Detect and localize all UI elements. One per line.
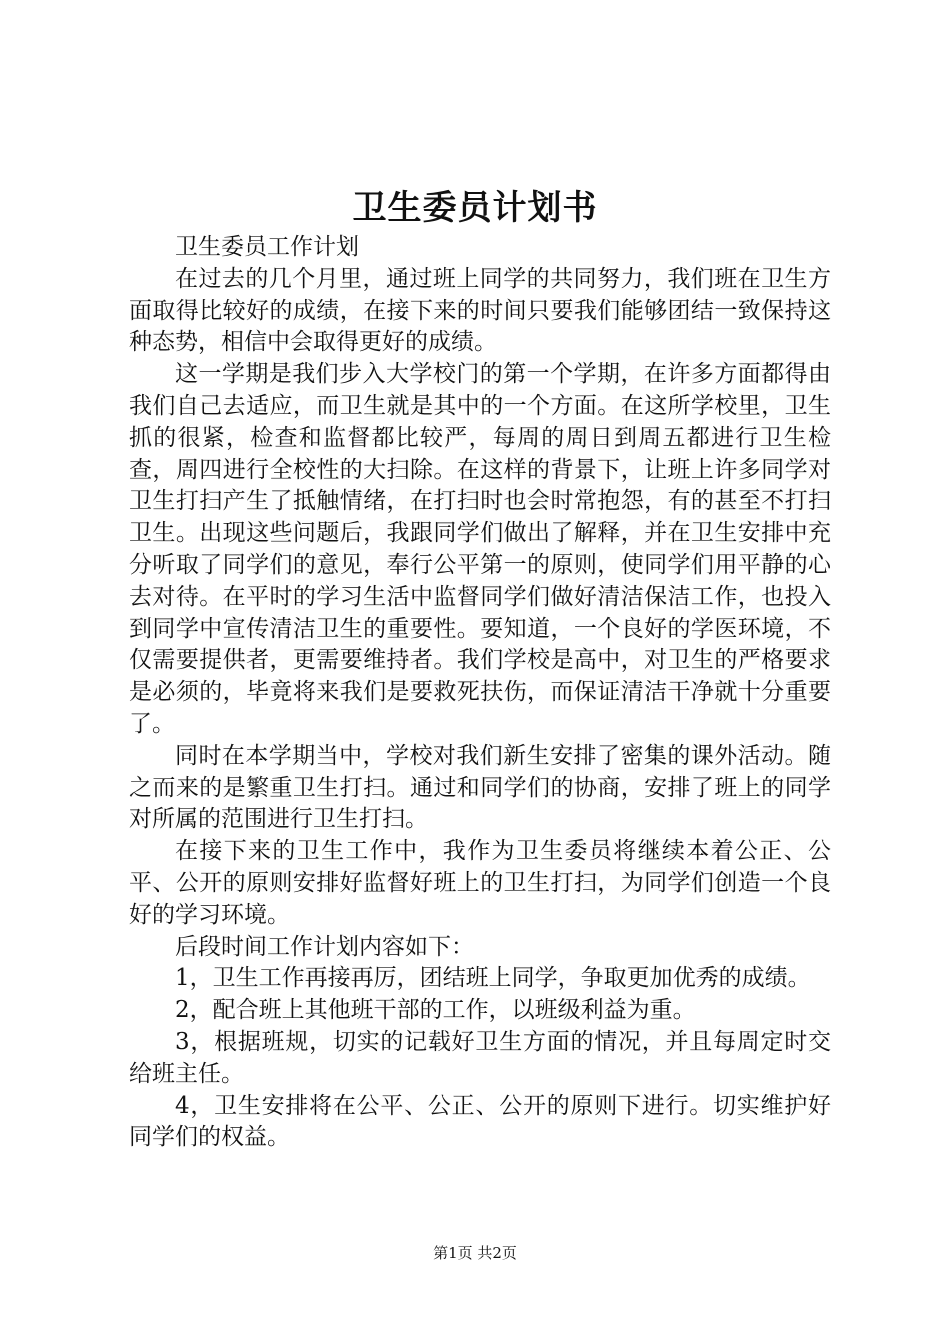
page-footer: 第1页 共2页 <box>433 1244 517 1262</box>
list-item: 2，配合班上其他班干部的工作，以班级利益为重。 <box>175 997 696 1024</box>
paragraph: 同时在本学期当中，学校对我们新生安排了密集的课外活动。随之而来的是繁重卫生打扫。通过和同学们的协商，安排了班上的同学对所属的范围进行卫生打扫。 <box>129 742 831 833</box>
paragraph: 在接下来的卫生工作中，我作为卫生委员将继续本着公正、公平、公开的原则安排好监督好班上的卫生打扫，为同学们创造一个良好的学习环境。 <box>129 838 831 928</box>
paragraph: 这一学期是我们步入大学校门的第一个学期，在许多方面都得由我们自己去适应，而卫生就是其中的一个方面。在这所学校里，卫生抓的很紧，检查和监督都比较严，每周的周日到周五都进行卫生检查，周四进行全校性的大扫除。在这样的背景下，让班上许多同学对卫生打扫产生了抵触情绪，在打扫时也会时常抱怨，有的甚至不打扫卫生。出现这些问题后，我跟同学们做出了解释，并在卫生安排中充分听取了同学们的意见，奉行公平第一的原则，使同学们用平静的心去对待。在平时的学习生活中监督同学们做好清洁保洁工作，也投入到同学中宣传清洁卫生的重要性。要知道，一个良好的学医环境，不仅需要提供者，更需要维持者。我们学校是高中，对卫生的严格要求是必须的，毕竟将来我们是要救死扶伤，而保证清洁干净就十分重要了。 <box>129 361 831 737</box>
paragraph: 后段时间工作计划内容如下： <box>175 933 474 960</box>
list-item: 3，根据班规，切实的记载好卫生方面的情况，并且每周定时交给班主任。 <box>129 1028 831 1087</box>
list-item: 1，卫生工作再接再厉，团结班上同学，争取更加优秀的成绩。 <box>175 965 811 992</box>
list-item: 4，卫生安排将在公平、公正、公开的原则下进行。切实维护好同学们的权益。 <box>129 1092 831 1151</box>
document-body <box>129 232 831 1154</box>
paragraph: 在过去的几个月里，通过班上同学的共同努力，我们班在卫生方面取得比较好的成绩，在接下来的时间只要我们能够团结一致保持这种态势，相信中会取得更好的成绩。 <box>129 265 831 356</box>
document-title: 卫生委员计划书 <box>352 188 598 228</box>
paragraph-subtitle: 卫生委员工作计划 <box>175 234 359 260</box>
